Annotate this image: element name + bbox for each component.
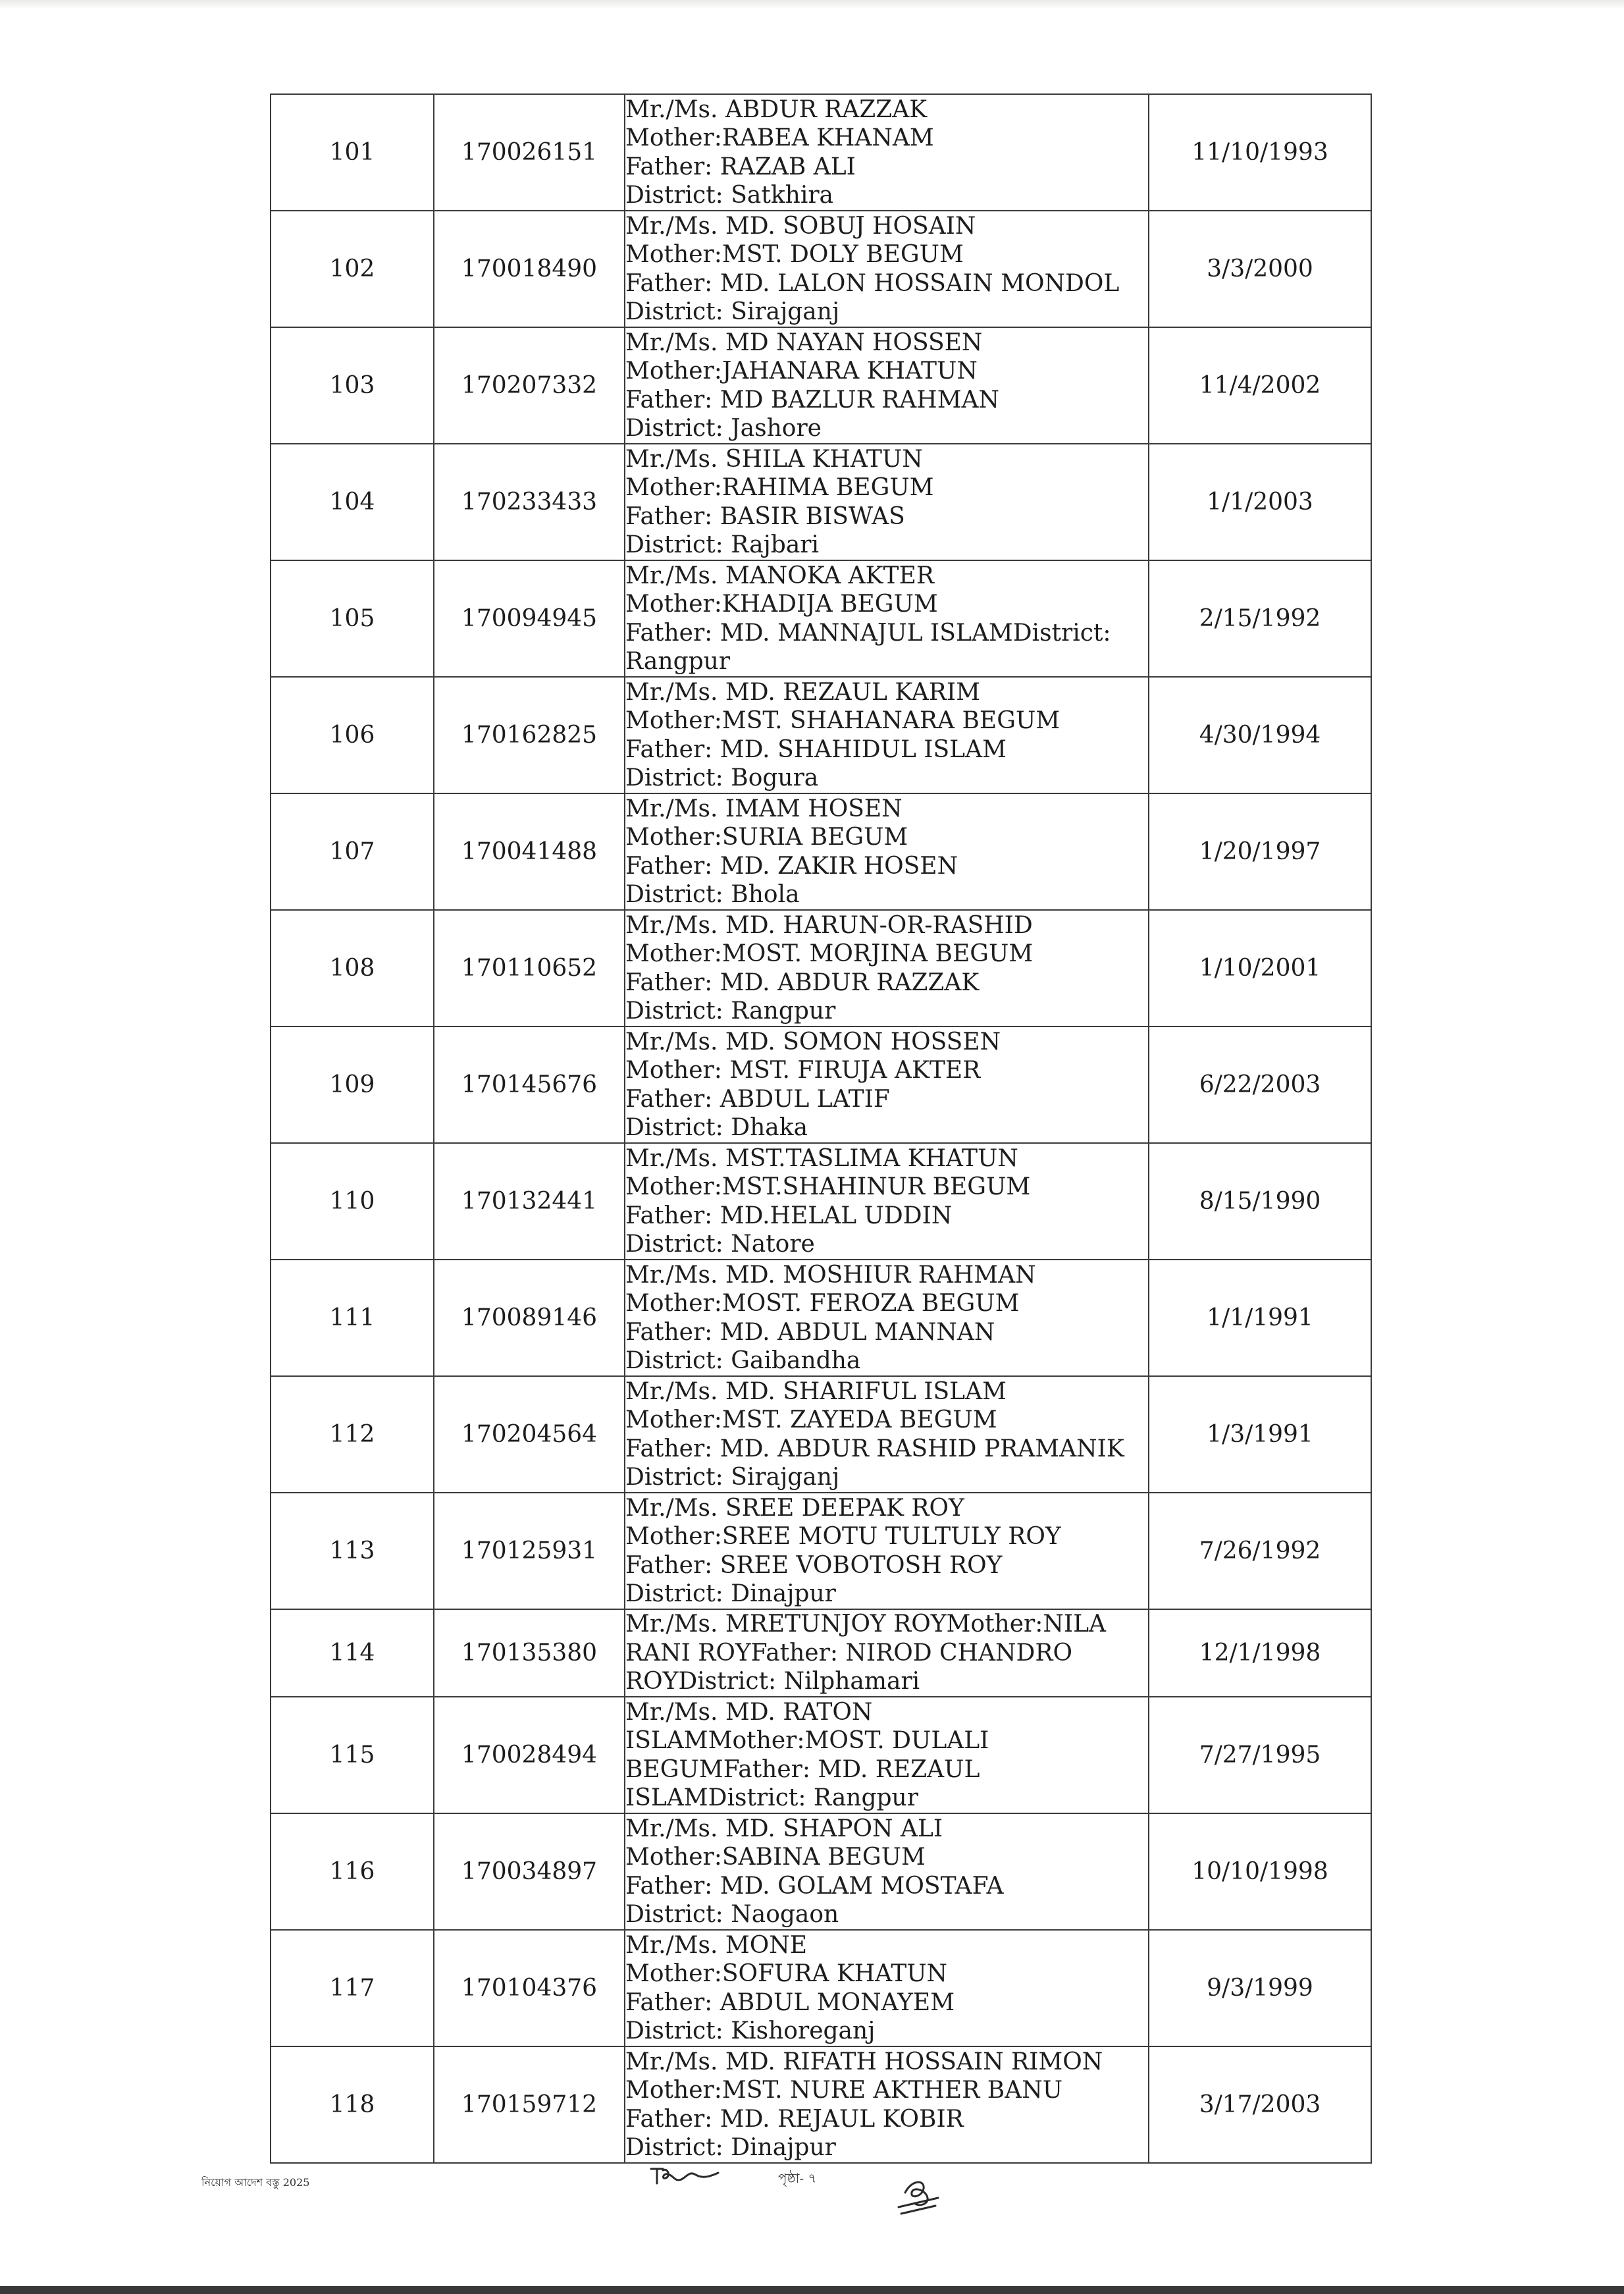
candidate-info-line: Mr./Ms. MRETUNJOY ROYMother:NILA	[625, 1611, 1107, 1638]
candidate-info-line: Mother:RABEA KHANAM	[625, 124, 934, 151]
candidate-info-line: District: Kishoreganj	[625, 2017, 876, 2044]
candidate-info-line: Mr./Ms. MD. SOBUJ HOSAIN	[625, 212, 976, 240]
date-of-birth-cell: 11/10/1993	[1149, 94, 1371, 211]
candidate-info-cell	[625, 560, 1149, 677]
table-row	[271, 1930, 1371, 2046]
candidate-info-cell	[625, 211, 1149, 327]
candidate-info-line: District: Rajbari	[625, 531, 820, 558]
candidate-info-line: District: Bogura	[625, 764, 819, 791]
candidate-info-line: District: Sirajganj	[625, 1464, 840, 1491]
roll-number-cell: 170207332	[434, 327, 625, 444]
candidate-info-line: Mother:SREE MOTU TULTULY ROY	[625, 1523, 1061, 1550]
serial-number-cell: 117	[271, 1930, 434, 2046]
candidate-info-line: Mr./Ms. SHILA KHATUN	[625, 445, 923, 473]
date-of-birth-cell: 1/3/1991	[1149, 1376, 1371, 1493]
date-of-birth-cell: 10/10/1998	[1149, 1813, 1371, 1930]
serial-number-cell: 107	[271, 793, 434, 910]
roll-number-cell: 170204564	[434, 1376, 625, 1493]
roll-number-cell: 170132441	[434, 1143, 625, 1260]
roll-number-cell: 170145676	[434, 1027, 625, 1143]
candidate-info-line: Mother:MST. SHAHANARA BEGUM	[625, 707, 1061, 734]
roll-number-cell: 170135380	[434, 1609, 625, 1697]
candidate-info-line: Mr./Ms. MD. REZAUL KARIM	[625, 678, 980, 706]
serial-number-cell: 106	[271, 677, 434, 793]
table-row	[271, 1376, 1371, 1493]
candidate-info-line: Mother:SURIA BEGUM	[625, 824, 908, 851]
roll-number-cell: 170041488	[434, 793, 625, 910]
candidate-info-line: Mother:MST.SHAHINUR BEGUM	[625, 1173, 1031, 1200]
date-of-birth-cell: 1/20/1997	[1149, 793, 1371, 910]
candidate-info-cell	[625, 2046, 1149, 2163]
serial-number-cell: 112	[271, 1376, 434, 1493]
candidate-info-line: Father: MD. LALON HOSSAIN MONDOL	[625, 269, 1120, 297]
candidate-info-line: Mr./Ms. MD. SHAPON ALI	[625, 1815, 943, 1842]
candidate-info-line: Father: MD. ZAKIR HOSEN	[625, 852, 958, 880]
serial-number-cell: 118	[271, 2046, 434, 2163]
date-of-birth-cell: 1/10/2001	[1149, 910, 1371, 1027]
candidate-info-line: ISLAMDistrict: Rangpur	[625, 1784, 918, 1811]
candidate-info-cell	[625, 1697, 1149, 1813]
candidate-info-line: District: Natore	[625, 1231, 815, 1258]
roll-number-cell: 170233433	[434, 444, 625, 560]
roll-number-cell: 170110652	[434, 910, 625, 1027]
roll-number-cell: 170026151	[434, 94, 625, 211]
candidate-info-cell	[625, 444, 1149, 560]
candidate-info-line: Mr./Ms. MANOKA AKTER	[625, 562, 934, 589]
roll-number-cell: 170089146	[434, 1260, 625, 1376]
serial-number-cell: 104	[271, 444, 434, 560]
candidate-info-line: Mr./Ms. ABDUR RAZZAK	[625, 95, 928, 123]
serial-number-cell: 109	[271, 1027, 434, 1143]
roll-number-cell: 170104376	[434, 1930, 625, 2046]
candidate-info-line: ROYDistrict: Nilphamari	[625, 1668, 920, 1695]
candidate-info-line: Father: MD. REJAUL KOBIR	[625, 2105, 964, 2133]
candidate-info-line: BEGUMFather: MD. REZAUL	[625, 1755, 980, 1783]
candidate-info-cell	[625, 94, 1149, 211]
candidate-info-cell	[625, 793, 1149, 910]
date-of-birth-cell: 4/30/1994	[1149, 677, 1371, 793]
candidate-info-cell	[625, 1493, 1149, 1609]
serial-number-cell: 111	[271, 1260, 434, 1376]
date-of-birth-cell: 3/3/2000	[1149, 211, 1371, 327]
candidate-info-cell	[625, 1027, 1149, 1143]
candidate-info-line: Father: MD BAZLUR RAHMAN	[625, 386, 1000, 413]
table-row	[271, 444, 1371, 560]
table-row	[271, 2046, 1371, 2163]
candidate-info-line: Mr./Ms. MD. HARUN-OR-RASHID	[625, 911, 1033, 939]
candidate-info-line: Father: BASIR BISWAS	[625, 502, 905, 530]
serial-number-cell: 102	[271, 211, 434, 327]
candidate-info-line: Mother:JAHANARA KHATUN	[625, 358, 978, 385]
table-row	[271, 94, 1371, 211]
candidate-info-line: RANI ROYFather: NIROD CHANDRO	[625, 1639, 1072, 1667]
candidate-info-line: District: Dinajpur	[625, 2134, 836, 2161]
date-of-birth-cell: 3/17/2003	[1149, 2046, 1371, 2163]
table-row	[271, 1609, 1371, 1697]
signature-scribble-mark	[892, 2173, 945, 2219]
candidate-info-cell	[625, 1376, 1149, 1493]
candidate-info-line: ISLAMMother:MOST. DULALI	[625, 1727, 989, 1754]
candidate-info-cell	[625, 1609, 1149, 1697]
roll-number-cell: 170028494	[434, 1697, 625, 1813]
candidate-info-line: District: Jashore	[625, 415, 822, 442]
candidate-info-cell	[625, 1813, 1149, 1930]
table-row	[271, 560, 1371, 677]
signature-initial-mark	[648, 2165, 721, 2189]
table-row	[271, 677, 1371, 793]
roll-number-cell: 170018490	[434, 211, 625, 327]
candidate-info-line: District: Bhola	[625, 881, 800, 908]
candidate-info-line: Mother:SOFURA KHATUN	[625, 1960, 948, 1987]
scan-bottom-edge	[0, 2286, 1624, 2294]
candidate-info-line: Mr./Ms. MD. SOMON HOSSEN	[625, 1028, 1001, 1055]
candidate-info-line: Father: SREE VOBOTOSH ROY	[625, 1551, 1003, 1579]
candidate-info-line: Mr./Ms. SREE DEEPAK ROY	[625, 1494, 964, 1522]
serial-number-cell: 103	[271, 327, 434, 444]
candidate-info-line: District: Dhaka	[625, 1114, 808, 1141]
candidate-info-line: Mother: MST. FIRUJA AKTER	[625, 1057, 981, 1084]
roll-number-cell: 170034897	[434, 1813, 625, 1930]
date-of-birth-cell: 12/1/1998	[1149, 1609, 1371, 1697]
serial-number-cell: 116	[271, 1813, 434, 1930]
candidate-info-line: Mr./Ms. IMAM HOSEN	[625, 795, 903, 822]
candidate-info-cell	[625, 1143, 1149, 1260]
candidate-info-line: Father: MD. MANNAJUL ISLAMDistrict:	[625, 619, 1111, 647]
candidate-info-line: Father: ABDUL MONAYEM	[625, 1988, 955, 2016]
table-row	[271, 1813, 1371, 1930]
candidate-info-line: Father: MD. ABDUR RAZZAK	[625, 969, 980, 996]
candidate-info-cell	[625, 1930, 1149, 2046]
candidate-info-line: Father: ABDUL LATIF	[625, 1085, 890, 1113]
roll-number-cell: 170162825	[434, 677, 625, 793]
page-number-label: পৃষ্ঠা- ৭	[778, 2170, 817, 2186]
candidate-info-line: Mr./Ms. MD. MOSHIUR RAHMAN	[625, 1261, 1036, 1289]
candidate-info-line: Mother:SABINA BEGUM	[625, 1844, 926, 1871]
candidate-info-line: Mr./Ms. MD. RIFATH HOSSAIN RIMON	[625, 2048, 1103, 2075]
date-of-birth-cell: 6/22/2003	[1149, 1027, 1371, 1143]
table-row	[271, 1260, 1371, 1376]
candidate-info-line: District: Gaibandha	[625, 1347, 861, 1374]
candidate-info-line: Rangpur	[625, 648, 731, 675]
serial-number-cell: 114	[271, 1609, 434, 1697]
date-of-birth-cell: 11/4/2002	[1149, 327, 1371, 444]
candidate-info-line: Mother:RAHIMA BEGUM	[625, 474, 934, 501]
records-table-body	[271, 94, 1371, 2163]
candidate-info-line: District: Sirajganj	[625, 298, 840, 325]
candidate-info-line: Mr./Ms. MD. SHARIFUL ISLAM	[625, 1377, 1007, 1405]
candidate-info-line: Mr./Ms. MD. RATON	[625, 1698, 873, 1726]
candidate-info-cell	[625, 677, 1149, 793]
roll-number-cell: 170159712	[434, 2046, 625, 2163]
table-row	[271, 793, 1371, 910]
serial-number-cell: 101	[271, 94, 434, 211]
date-of-birth-cell: 9/3/1999	[1149, 1930, 1371, 2046]
serial-number-cell: 113	[271, 1493, 434, 1609]
date-of-birth-cell: 2/15/1992	[1149, 560, 1371, 677]
candidate-info-line: Father: MD. SHAHIDUL ISLAM	[625, 735, 1007, 763]
table-row	[271, 1143, 1371, 1260]
candidate-info-line: Mr./Ms. MST.TASLIMA KHATUN	[625, 1144, 1018, 1172]
candidate-info-line: Father: MD. ABDUR RASHID PRAMANIK	[625, 1435, 1124, 1462]
candidate-info-line: Mother:MST. DOLY BEGUM	[625, 241, 964, 268]
candidate-info-line: District: Rangpur	[625, 998, 836, 1025]
serial-number-cell: 115	[271, 1697, 434, 1813]
date-of-birth-cell: 7/27/1995	[1149, 1697, 1371, 1813]
date-of-birth-cell: 1/1/1991	[1149, 1260, 1371, 1376]
roll-number-cell: 170125931	[434, 1493, 625, 1609]
candidate-info-line: Mother:MOST. FEROZA BEGUM	[625, 1290, 1020, 1317]
candidate-info-line: Father: MD.HELAL UDDIN	[625, 1202, 953, 1229]
candidate-info-line: Mother:MST. ZAYEDA BEGUM	[625, 1406, 997, 1433]
candidate-info-line: Mother:KHADIJA BEGUM	[625, 591, 938, 618]
candidate-info-line: District: Naogaon	[625, 1901, 839, 1928]
candidate-info-line: Mother:MST. NURE AKTHER BANU	[625, 2077, 1063, 2104]
table-row	[271, 327, 1371, 444]
roll-number-cell: 170094945	[434, 560, 625, 677]
date-of-birth-cell: 7/26/1992	[1149, 1493, 1371, 1609]
footer-note: নিয়োগ আদেশ বস্তু 2025	[201, 2176, 310, 2189]
candidate-info-cell	[625, 1260, 1149, 1376]
candidate-info-cell	[625, 327, 1149, 444]
serial-number-cell: 108	[271, 910, 434, 1027]
scan-top-edge	[0, 0, 1624, 9]
table-row	[271, 1697, 1371, 1813]
candidate-info-line: Father: RAZAB ALI	[625, 153, 856, 180]
candidate-info-line: Father: MD. GOLAM MOSTAFA	[625, 1872, 1004, 1900]
date-of-birth-cell: 1/1/2003	[1149, 444, 1371, 560]
candidate-info-line: Mother:MOST. MORJINA BEGUM	[625, 940, 1034, 967]
serial-number-cell: 105	[271, 560, 434, 677]
candidate-info-cell	[625, 910, 1149, 1027]
table-row	[271, 1493, 1371, 1609]
table-row	[271, 211, 1371, 327]
candidate-info-line: District: Satkhira	[625, 182, 834, 209]
table-row	[271, 1027, 1371, 1143]
candidate-info-line: Mr./Ms. MONE	[625, 1931, 808, 1959]
serial-number-cell: 110	[271, 1143, 434, 1260]
records-table	[270, 93, 1372, 2164]
date-of-birth-cell: 8/15/1990	[1149, 1143, 1371, 1260]
candidate-info-line: District: Dinajpur	[625, 1580, 836, 1607]
table-row	[271, 910, 1371, 1027]
candidate-info-line: Father: MD. ABDUL MANNAN	[625, 1318, 995, 1346]
candidate-info-line: Mr./Ms. MD NAYAN HOSSEN	[625, 329, 983, 356]
